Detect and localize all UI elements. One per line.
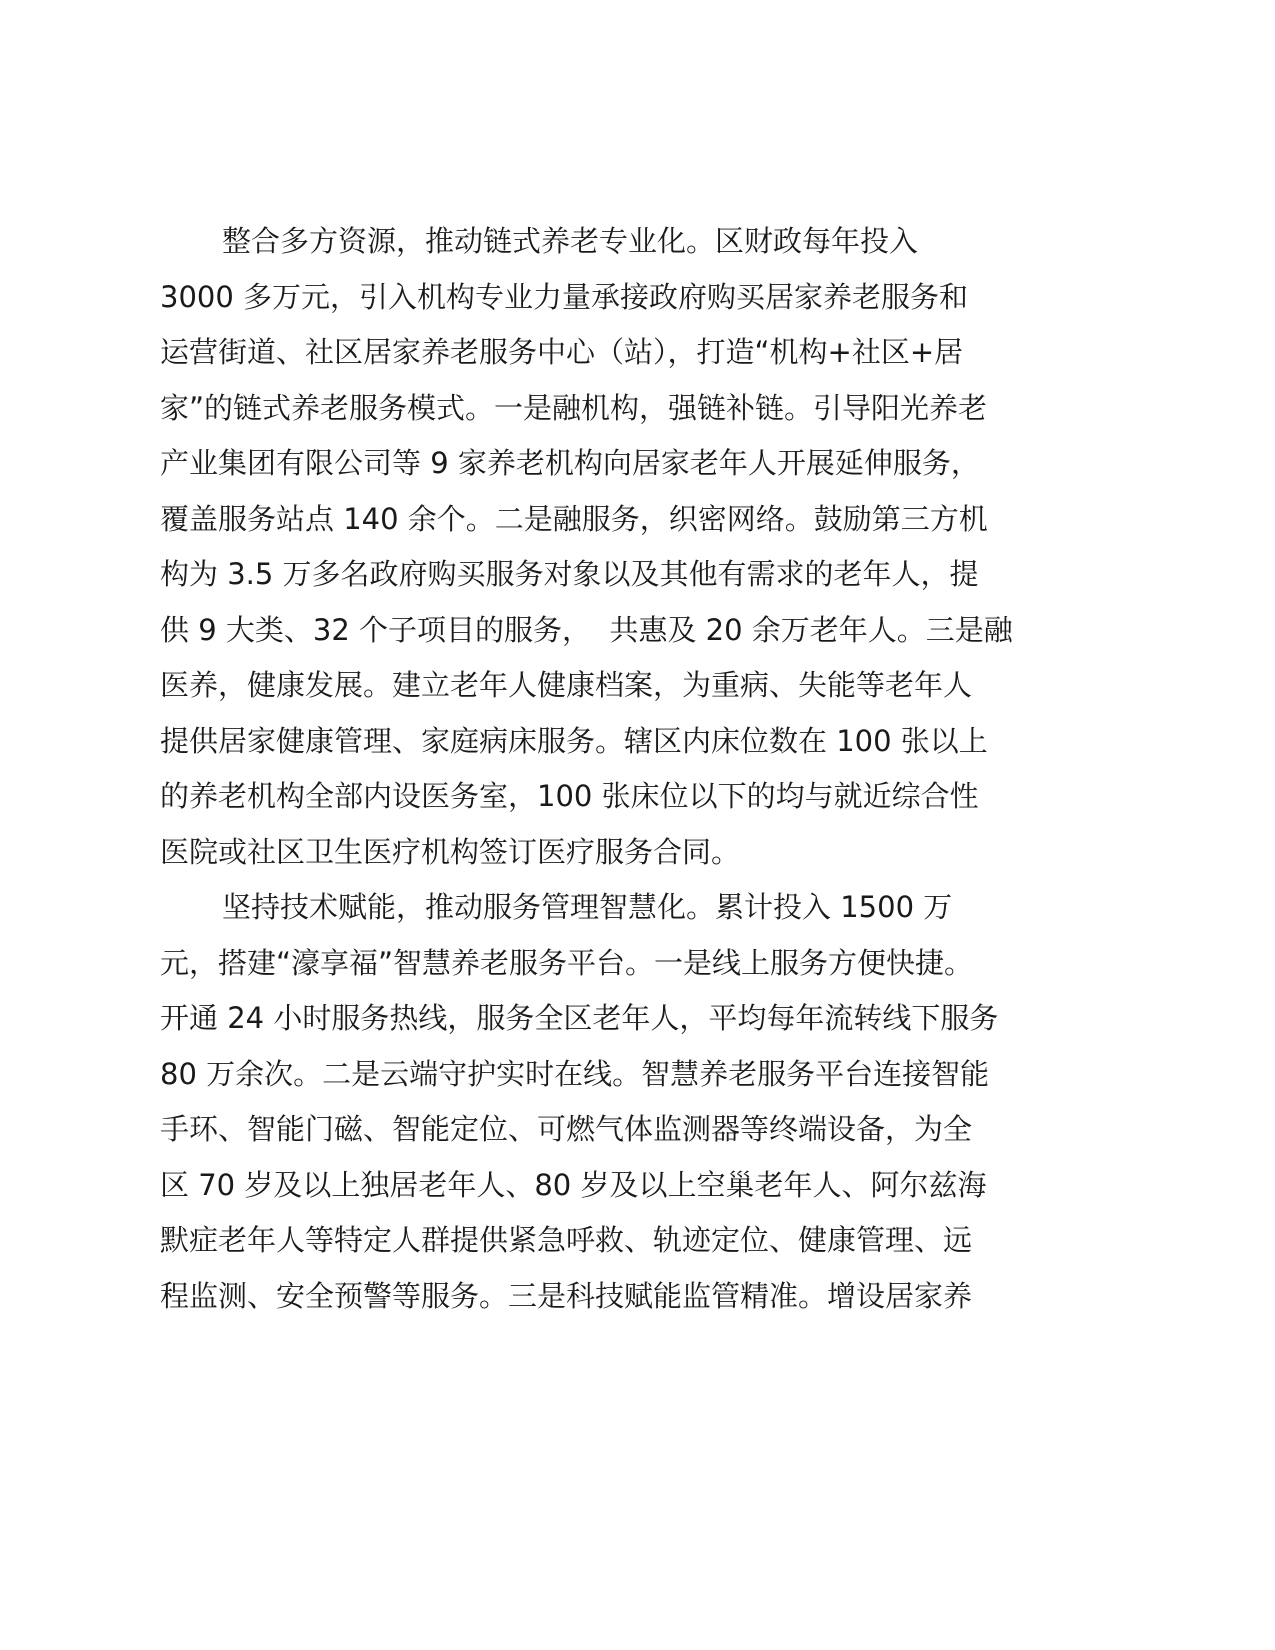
paragraph-2-line-4: 80 万余次。二是云端守护实时在线。智慧养老服务平台连接智能 [160,1056,990,1091]
body-text [160,214,1072,1324]
paragraph-2-line-2: 元，搭建“濠享福”智慧养老服务平台。一是线上服务方便快捷。 [160,945,974,980]
paragraph-2-line-3: 开通 24 小时服务热线，服务全区老年人，平均每年流转线下服务 [160,1001,999,1035]
paragraph-1-line-7: 构为 3.5 万多名政府购买服务对象以及其他有需求的老年人，提 [160,557,979,591]
paragraph-1-line-6: 覆盖服务站点 140 余个。二是融服务，织密网络。鼓励第三方机 [160,501,988,536]
paragraph-1-line-8: 供 9 大类、32 个子项目的服务， 共惠及 20 余万老年人。三是融 [160,612,1013,647]
paragraph-1-line-3: 运营街道、社区居家养老服务中心（站），打造“机构+社区+居 [160,335,964,369]
paragraph-1-line-12: 医院或社区卫生医疗机构签订医疗服务合同。 [160,834,741,869]
paragraph-2-line-5: 手环、智能门磁、智能定位、可燃气体监测器等终端设备，为全 [160,1112,973,1146]
paragraph-1-line-5: 产业集团有限公司等 9 家养老机构向居家老年人开展延伸服务， [160,446,980,480]
paragraph-1-line-2: 3000 多万元，引入机构专业力量承接政府购买居家养老服务和 [160,279,969,314]
paragraph-2-line-6: 区 70 岁及以上独居老年人、80 岁及以上空巢老年人、阿尔兹海 [160,1167,987,1202]
paragraph-2-line-1: 坚持技术赋能，推动服务管理智慧化。累计投入 1500 万 [222,890,953,924]
paragraph-2-line-8: 程监测、安全预警等服务。三是科技赋能监管精准。增设居家养 [160,1278,973,1313]
paragraph-2-line-7: 默症老年人等特定人群提供紧急呼救、轨迹定位、健康管理、远 [160,1223,973,1257]
paragraph-1-line-1: 整合多方资源，推动链式养老专业化。区财政每年投入 [222,224,919,258]
paragraph-1-line-10: 提供居家健康管理、家庭病床服务。辖区内床位数在 100 张以上 [160,723,988,758]
paragraph-1-line-9: 医养，健康发展。建立老年人健康档案，为重病、失能等老年人 [160,668,973,702]
paragraph-1-line-11: 的养老机构全部内设医务室，100 张床位以下的均与就近综合性 [160,779,979,813]
paragraph-1-line-4: 家”的链式养老服务模式。一是融机构，强链补链。引导阳光养老 [160,390,988,425]
